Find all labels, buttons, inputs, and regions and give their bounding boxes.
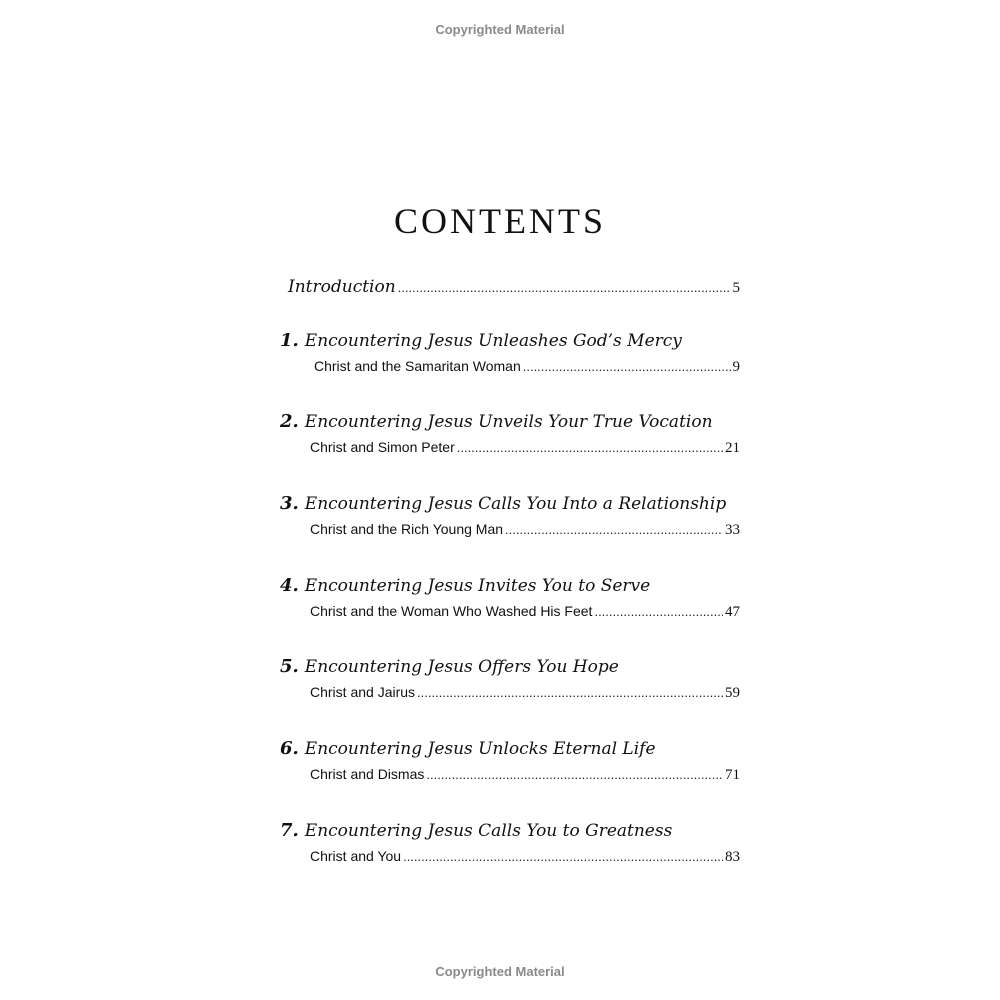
chapter-subtitle-row bbox=[310, 766, 740, 784]
chapter-subtitle: Christ and the Rich Young Man bbox=[310, 521, 504, 537]
toc-chapter-3 bbox=[280, 493, 740, 539]
chapter-number: 2. bbox=[280, 411, 299, 432]
chapter-title: Encountering Jesus Unlocks Eternal Life bbox=[304, 739, 656, 759]
toc-chapter-6 bbox=[280, 738, 740, 784]
chapter-heading bbox=[280, 656, 740, 677]
watermark-top: Copyrighted Material bbox=[435, 22, 565, 37]
chapter-subtitle-row bbox=[310, 684, 740, 702]
toc-chapter-2 bbox=[280, 411, 740, 457]
page-number: 47 bbox=[725, 604, 740, 620]
chapter-number: 5. bbox=[280, 656, 299, 677]
dot-leader bbox=[594, 604, 723, 619]
toc-chapter-7 bbox=[280, 820, 740, 866]
dot-leader bbox=[457, 440, 723, 455]
page-number: 5 bbox=[732, 280, 740, 296]
chapter-number: 6. bbox=[280, 738, 299, 759]
watermark-bottom: Copyrighted Material bbox=[435, 964, 565, 979]
chapter-subtitle: Christ and the Samaritan Woman bbox=[314, 358, 521, 374]
chapter-subtitle-row bbox=[310, 603, 740, 621]
toc-chapter-4 bbox=[280, 575, 740, 621]
page-number: 59 bbox=[725, 685, 740, 701]
page-number: 83 bbox=[725, 849, 740, 865]
chapter-title: Encountering Jesus Unveils Your True Vocation bbox=[304, 412, 713, 432]
chapter-title: Encountering Jesus Calls You to Greatness bbox=[304, 821, 673, 841]
chapter-subtitle-row bbox=[310, 439, 740, 457]
page-number: 71 bbox=[725, 767, 740, 783]
chapter-subtitle-row bbox=[314, 358, 740, 376]
chapter-heading bbox=[280, 411, 740, 432]
chapter-number: 7. bbox=[280, 820, 299, 841]
chapter-heading bbox=[280, 575, 740, 596]
dot-leader bbox=[403, 849, 723, 864]
chapter-number: 3. bbox=[280, 493, 299, 514]
chapter-subtitle: Christ and Jairus bbox=[310, 684, 416, 700]
chapter-number: 4. bbox=[280, 575, 299, 596]
dot-leader bbox=[398, 280, 731, 295]
chapter-subtitle-row bbox=[310, 848, 740, 866]
chapter-heading bbox=[280, 493, 740, 514]
chapter-heading bbox=[280, 820, 740, 841]
page-number: 21 bbox=[725, 440, 740, 456]
dot-leader bbox=[523, 359, 731, 374]
chapter-title: Encountering Jesus Invites You to Serve bbox=[304, 576, 651, 596]
chapter-number: 1. bbox=[280, 330, 299, 351]
page-number: 33 bbox=[725, 522, 740, 538]
dot-leader bbox=[426, 767, 723, 782]
dot-leader bbox=[417, 685, 723, 700]
chapter-subtitle: Christ and You bbox=[310, 848, 402, 864]
dot-leader bbox=[505, 522, 723, 537]
toc-entry-introduction bbox=[288, 277, 740, 297]
chapter-subtitle: Christ and Dismas bbox=[310, 766, 425, 782]
toc-chapter-5 bbox=[280, 656, 740, 702]
chapter-title: Encountering Jesus Calls You Into a Relationship bbox=[304, 494, 727, 514]
chapter-subtitle-row bbox=[310, 521, 740, 539]
chapter-heading bbox=[280, 738, 740, 759]
toc-chapter-1 bbox=[280, 330, 740, 376]
chapter-title: Encountering Jesus Offers You Hope bbox=[304, 657, 619, 677]
chapter-heading bbox=[280, 330, 740, 351]
chapter-subtitle: Christ and the Woman Who Washed His Feet bbox=[310, 603, 593, 619]
introduction-label: Introduction bbox=[288, 277, 396, 297]
chapter-title: Encountering Jesus Unleashes God’s Mercy bbox=[304, 331, 682, 351]
page-title: CONTENTS bbox=[394, 201, 606, 242]
chapter-subtitle: Christ and Simon Peter bbox=[310, 439, 455, 455]
page-number: 9 bbox=[732, 359, 740, 375]
